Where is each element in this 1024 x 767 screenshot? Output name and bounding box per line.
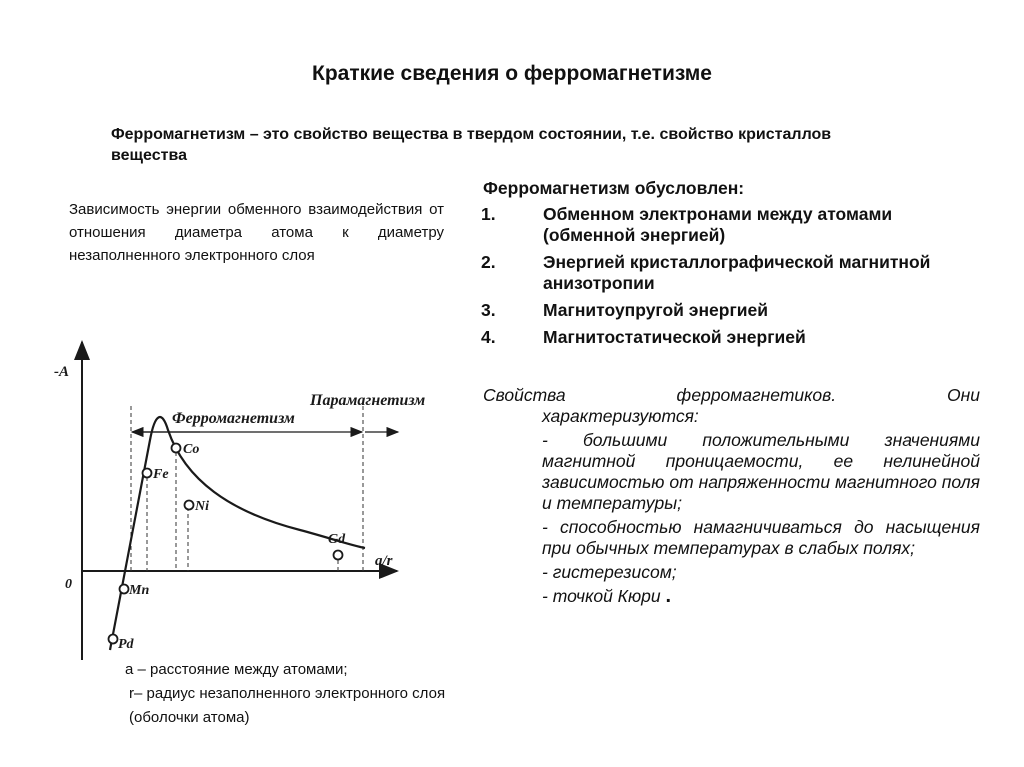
point-co [172,444,181,453]
cause-number: 1. [481,204,496,224]
properties-lead-word: Свойства [483,385,566,405]
point-gd [334,551,343,560]
origin-label: 0 [65,577,72,592]
cause-number: 4. [481,327,496,347]
properties-lead-word3: Они [947,385,980,405]
ferro-region-label: Ферромагнетизм [172,410,295,427]
x-axis-label: a/r [375,553,393,569]
cause-item [481,327,941,348]
point-ni [185,501,194,510]
cause-text: Магнитостатической энергией [543,327,806,347]
cause-text: Энергией кристаллографической магнитной анизотропии [543,252,931,293]
label-mn: Mn [129,583,150,598]
cause-item [481,204,941,246]
point-fe [143,469,152,478]
exchange-energy-graph [0,330,460,660]
properties-block [483,385,980,607]
property-item-text: - точкой Кюри [542,586,661,606]
point-mn [120,585,129,594]
label-co: Co [183,442,200,457]
property-item: - гистерезисом; [542,562,677,582]
properties-lead-rest: характеризуются: [542,406,699,426]
property-end-mark: . [665,585,672,607]
energy-curve [110,417,365,650]
label-pd: Pd [118,637,134,652]
point-pd [109,635,118,644]
dependency-description: Зависимость энергии обменного взаимодействия от отношения диаметра атома к диаметру незаполненного электронного слоя [69,201,444,264]
cause-text: Магнитоупругой энергией [543,300,768,320]
label-gd: Gd [328,532,346,547]
cause-number: 2. [481,252,496,272]
legend-notes [125,658,515,730]
properties-lead-word2: ферромагнетиков. [676,385,837,405]
label-fe: Fe [153,467,169,482]
cause-number: 3. [481,300,496,320]
causes-list [481,204,941,354]
cause-text: Обменном электронами между атомами (обменной энергией) [543,204,893,245]
cause-item [481,300,941,321]
page-title: Краткие сведения о ферромагнетизме [312,62,712,85]
intro-definition: Ферромагнетизм – это свойство вещества в твердом состоянии, т.е. свойство кристаллов вещества [111,126,832,164]
properties-lead [483,385,980,406]
cause-item [481,252,941,294]
y-axis-label: -A [54,364,69,380]
label-ni: Ni [195,499,209,514]
property-item: - большими положительными значениями магнитной проницаемости, ее нелинейной зависимостью от напряженности магнитного поля и температуры; [542,430,980,513]
causes-heading: Ферромагнетизм обусловлен: [483,178,745,198]
note-r: r– радиус незаполненного электронного слоя (оболочки атома) [129,685,446,726]
property-item: - способностью намагничиваться до насыщения при обычных температурах в слабых полях; [542,517,980,558]
para-region-label: Парамагнетизм [310,392,426,409]
note-a: а – расстояние между атомами; [125,661,348,678]
property-item [542,586,980,607]
